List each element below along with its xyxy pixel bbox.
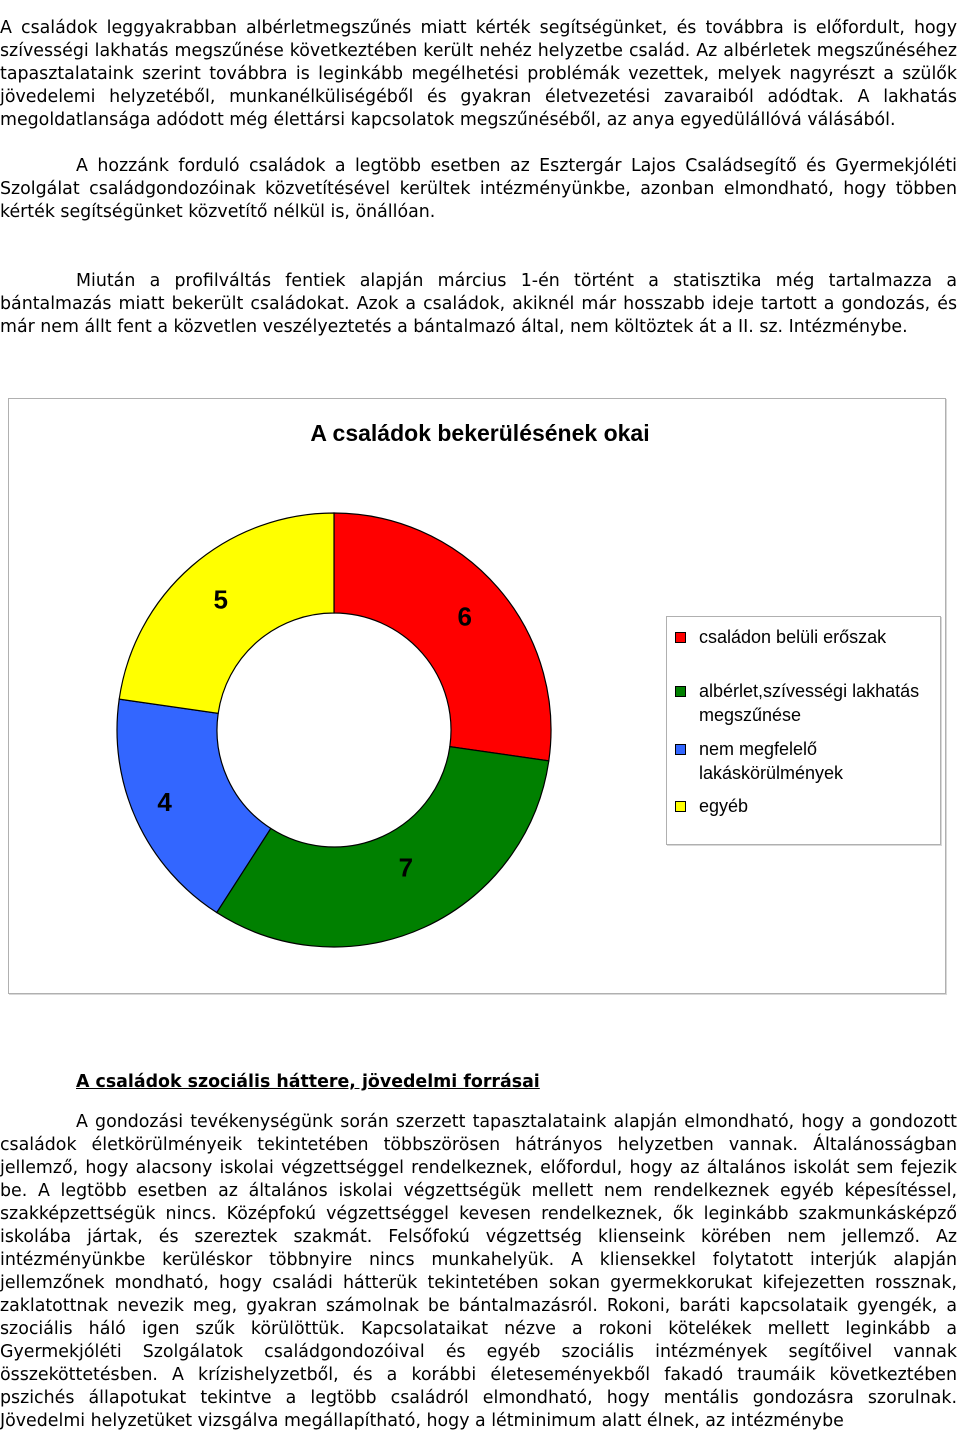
paragraph-referral: A hozzánk forduló családok a legtöbb esetben az Esztergár Lajos Családsegítő és Gyermekjóléti Szolgálat családgondozóinak közvetítésével kerültek intézményünkbe, azonban elmondható, hogy többen kérték segítségünket közvetítő nélkül is, önállóan. <box>0 156 957 223</box>
slice-rental-loss <box>217 747 549 947</box>
legend-swatch-violence <box>675 632 686 643</box>
chart-legend <box>666 616 941 845</box>
legend-label: családon belüli erőszak <box>699 627 887 647</box>
slice-label: 6 <box>457 601 472 632</box>
slice-label: 4 <box>157 786 172 817</box>
legend-swatch-rental-loss <box>675 686 686 697</box>
legend-label: egyéb <box>699 796 749 816</box>
legend-swatch-housing-conditions <box>675 744 686 755</box>
chart-title-text: A családok bekerülésének okai <box>310 420 650 446</box>
legend-label: albérlet,szívességi lakhatás megszűnése <box>699 681 920 725</box>
slice-label: 7 <box>398 852 414 883</box>
slice-violence <box>334 513 551 761</box>
paragraph-social-background: A gondozási tevékenységünk során szerzett tapasztalataink alapján elmondható, hogy a gondozott családok életkörülményeik tekintetében többszörösen hátrányos helyzetben vannak. Általánosságban jellemző, hogy alacsony iskolai végzettséggel rendelkeznek, előfordul, hogy az általános iskolát sem fejezik be. A legtöbb esetben az általános iskolai végzettségük mellett nem rendelkeznek egyéb képesítéssel, szakképzettségük nincs. Középfokú végzettséggel kevesen rendelkeznek, ők leginkább szakmunkásképző iskolába jártak, és szereztek szakmát. Felsőfokú végzettség klienseink körében nem jellemző. Az intézményünkbe kerüléskor többnyire nincs munkahelyük. A kliensekkel folytatott interjúk alapján jellemzőnek mondható, hogy családi hátterük tekintetében sokan gyermekkorukat kifejezetten rossznak, zaklatottnak nevezik meg, gyakran számolnak be bántalmazásról. Rokoni, baráti kapcsolataik gyengék, a szociális háló igen szűk körülöttük. Kapcsolataikat nézve a rokoni kötelékek mellett leginkább a Gyermekjóléti Szolgálatok családgondozóival és egyéb szociális intézmények segítőivel vannak összeköttetésben. A krízishelyzetből, és a korábbi életeseményekből fakadó traumáik következtében pszichés állapotukat tekintve a legtöbb családról elmondható, hogy mentális gondozásra szorulnak. Jövedelmi helyzetüket vizsgálva megállapítható, hogy a létminimum alatt élnek, az intézménybe <box>0 1112 957 1432</box>
slice-label: 5 <box>213 584 228 615</box>
paragraph-housing-loss: A családok leggyakrabban albérletmegszűnés miatt kérték segítségünket, és továbbra is előfordult, hogy szívességi lakhatás megszűnése következtében került nehéz helyzetbe család. Az albérletek megszűnéséhez tapasztalataink szerint továbbra is leginkább megélhetési problémák vezettek, melyek nagyrészt a szülők jövedelemi helyzetéből, munkanélküliségéből és gyakran életvezetési zavaraiból adódtak. A lakhatás megoldatlansága adódott még élettársi kapcsolatok megszűnéséből, az anya egyedülállóvá válásából. <box>0 18 957 131</box>
section-heading: A családok szociális háttere, jövedelmi forrásai <box>76 1072 540 1092</box>
paragraph-profile-change: Miután a profilváltás fentiek alapján március 1-én történt a statisztika még tartalmazza a bántalmazás miatt bekerült családokat. Azok a családok, akiknél már hosszabb ideje tartott a gondozás, és már nem állt fent a közvetlen veszélyeztetés a bántalmazó által, nem költöztek át a II. sz. Intézménybe. <box>0 271 957 338</box>
legend-label: nem megfelelő lakáskörülmények <box>699 739 844 783</box>
legend-swatch-other <box>675 801 686 812</box>
